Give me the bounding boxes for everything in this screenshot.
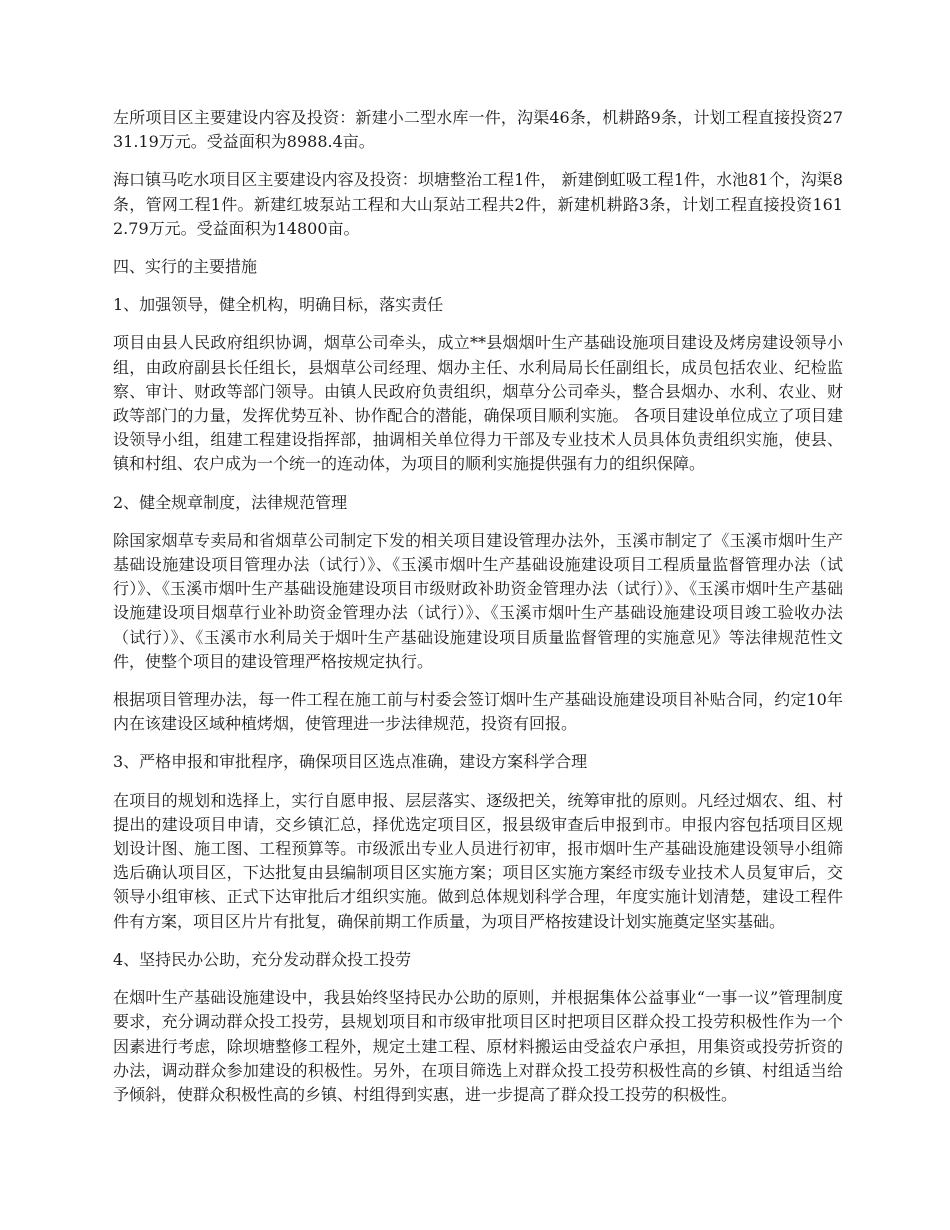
paragraph-regulations: 除国家烟草专卖局和省烟草公司制定下发的相关项目建设管理办法外，玉溪市制定了《玉溪市烟叶生产基础设施建设项目管理办法（试行）》、《玉溪市烟叶生产基础设施建设项目工程质量监督管理办法（试行）》、《玉溪市烟叶生产基础设施建设项目市级财政补助资金管理办法（试行）》、《玉溪市烟叶生产基础设施建设项目烟草行业补助资金管理办法（试行）》、《玉溪市烟叶生产基础设施建设项目竣工验收办法（试行）》、《玉溪市水利局关于烟叶生产基础设施建设项目质量监督管理的实施意见》等法律规范性文件，使整个项目的建设管理严格按规定执行。	[113, 530, 843, 671]
subheading-public-labor: 4、坚持民办公助，充分发动群众投工投劳	[113, 949, 412, 969]
section-heading-measures: 四、实行的主要措施	[113, 257, 258, 277]
document-page	[113, 106, 843, 1121]
paragraph-zuosuo-project: 左所项目区主要建设内容及投资：新建小二型水库一件，沟渠46条，机耕路9条，计划工程直接投资2731.19万元。受益面积为8988.4亩。	[113, 108, 843, 152]
subheading-regulations: 2、健全规章制度，法律规范管理	[113, 492, 348, 512]
subheading-approval: 3、严格申报和审批程序，确保项目区选点准确，建设方案科学合理	[113, 752, 588, 772]
paragraph-public-labor: 在烟叶生产基础设施建设中，我县始终坚持民办公助的原则，并根据集体公益事业“一事一议”管理制度要求，充分调动群众投工投劳，县规划项目和市级审批项目区时把项目区群众投工投劳积极性作为一个因素进行考虑，除坝塘整修工程外，规定土建工程、原材料搬运由受益农户承担，用集资或投劳折资的办法，调动群众参加建设的积极性。另外，在项目筛选上对群众投工投劳积极性高的乡镇、村组适当给予倾斜，使群众积极性高的乡镇、村组得到实惠，进一步提高了群众投工投劳的积极性。	[113, 988, 843, 1104]
paragraph-haikou-project: 海口镇马吃水项目区主要建设内容及投资：坝塘整治工程1件， 新建倒虹吸工程1件，水池81个，沟渠8条，管网工程1件。新建红坡泵站工程和大山泵站工程共2件，新建机耕路3条，计划工程直接投资1612.79万元。受益面积为14800亩。	[113, 170, 843, 238]
paragraph-contracts: 根据项目管理办法，每一件工程在施工前与村委会签订烟叶生产基础设施建设项目补贴合同，约定10年内在该建设区域种植烤烟，使管理进一步法律规范，投资有回报。	[113, 690, 843, 734]
paragraph-leadership: 项目由县人民政府组织协调，烟草公司牵头，成立**县烟烟叶生产基础设施项目建设及烤房建设领导小组，由政府副县长任组长，县烟草公司经理、烟办主任、水利局局长任副组长，成员包括农业、纪检监察、审计、财政等部门领导。由镇人民政府负责组织，烟草分公司牵头，整合县烟办、水利、农业、财政等部门的力量，发挥优势互补、协作配合的潜能，确保项目顺利实施。 各项目建设单位成立了项目建设领导小组，组建工程建设指挥部，抽调相关单位得力干部及专业技术人员具体负责组织实施，使县、镇和村组、农户成为一个统一的连动体，为项目的顺利实施提供强有力的组织保障。	[113, 333, 843, 474]
subheading-leadership: 1、加强领导，健全机构，明确目标，落实责任	[113, 295, 444, 315]
paragraph-approval: 在项目的规划和选择上，实行自愿申报、层层落实、逐级把关，统筹审批的原则。凡经过烟农、组、村提出的建设项目申请，交乡镇汇总，择优选定项目区，报县级审查后申报到市。申报内容包括项目区规划设计图、施工图、工程预算等。市级派出专业人员进行初审，报市烟叶生产基础设施建设领导小组筛选后确认项目区，下达批复由县编制项目区实施方案；项目区实施方案经市级专业技术人员复审后，交领导小组审核、正式下达审批后才组织实施。做到总体规划科学合理，年度实施计划清楚，建设工程件件有方案，项目区片片有批复，确保前期工作质量，为项目严格按建设计划实施奠定坚实基础。	[113, 790, 843, 931]
